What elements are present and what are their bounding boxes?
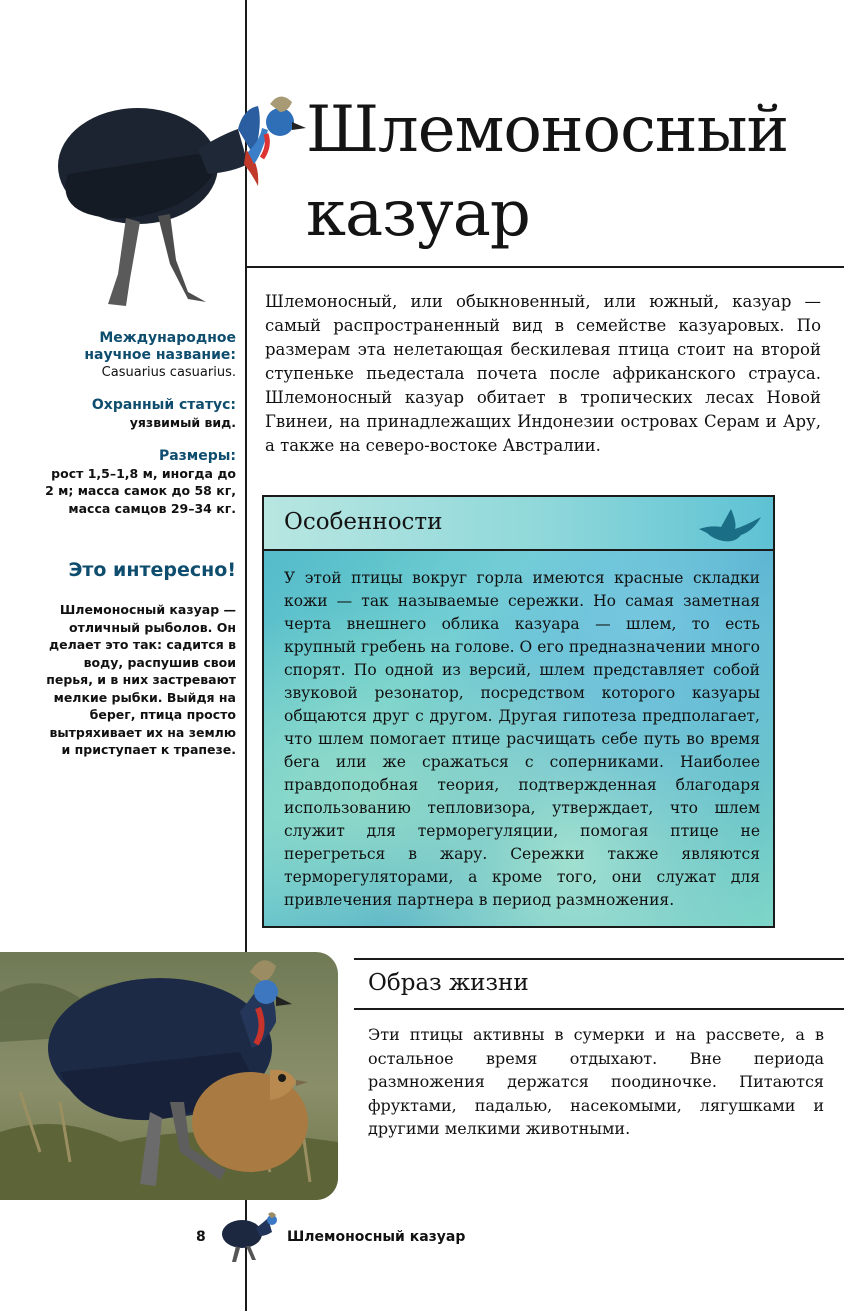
features-title: Особенности [284,509,443,535]
size-heading: Размеры: [158,447,236,464]
intro-paragraph: Шлемоносный, или обыкновенный, или южный, казуар — самый распространенный вид в семействе казуаровых. По размерам эта нелетающая бескилевая птица стоит на второй ступеньке пьедестала почета после африканского страуса. Шлемоносный казуар обитает в тропических лесах Новой Гвинеи, на принадлежащих Индонезии островах Серам и Ару, а также на северо-востоке Австралии. [265,292,821,455]
running-title: Шлемоносный казуар [287,1229,466,1245]
size-value: рост 1,5–1,8 м, иногда до 2 м; масса самок до 58 кг, масса самцов 29–34 кг. [45,465,236,516]
sci-name-heading: Международное научное название: [84,330,236,363]
features-header [264,497,773,551]
sci-name-value: Casuarius casuarius. [101,365,236,380]
page-title [306,88,826,256]
status-value: уязвимый вид. [129,415,236,430]
cassowary-illustration [48,94,308,314]
page-number: 8 [196,1229,206,1245]
status-heading: Охранный статус: [91,397,236,413]
page-footer [0,1212,600,1266]
status-block [40,397,236,432]
lifestyle-text: Эти птицы активны в сумерки и на рассвете, а в остальное время отдыхают. Вне периода размножения держатся поодиночке. Питаются фруктами, падалью, насекомыми, лягушками и другими мелкими животными. [368,1025,824,1138]
title-line-1: Шлемоносный [306,93,789,167]
interest-heading: Это интересно! [68,559,236,581]
sci-name-block [40,330,236,381]
sidebar [40,330,236,759]
cassowary-footer-icon [218,1212,280,1264]
lifestyle-header [354,958,844,1010]
lifestyle-title: Образ жизни [368,970,529,996]
features-box [262,495,775,928]
title-line-2: казуар [306,177,530,251]
features-text: У этой птицы вокруг горла имеются красные складки кожи — так называемые сережки. Но самая заметная черта внешнего облика казуара — шлем, то есть крупный гребень на голове. О его предназначении много спорят. По одной из версий, шлем представляет собой звуковой резонатор, посредством которого казуары общаются друг с другом. Другая гипотеза предполагает, что шлем помогает птице расчищать себе путь во время бега или же сражаться с соперниками. Наиболее правдоподобная теория, подтвержденная благодаря использованию тепловизора, утверждает, что шлем служит для терморегуляции, помогая птице не перегреться в жару. Сережки также являются терморегуляторами, а кроме того, они служат для привлечения партнера в период размножения. [284,569,760,909]
bird-silhouette-icon [695,503,765,547]
interest-text: Шлемоносный казуар — отличный рыболов. Он делает это так: садится в воду, распушив свои перья, и в них застревают мелкие рыбки. Выйдя на берег, птица просто вытряхивает их на землю и приступает к трапезе. [46,602,236,757]
title-underline-rule [245,266,844,268]
size-block [40,448,236,518]
cassowary-photo [0,952,338,1200]
